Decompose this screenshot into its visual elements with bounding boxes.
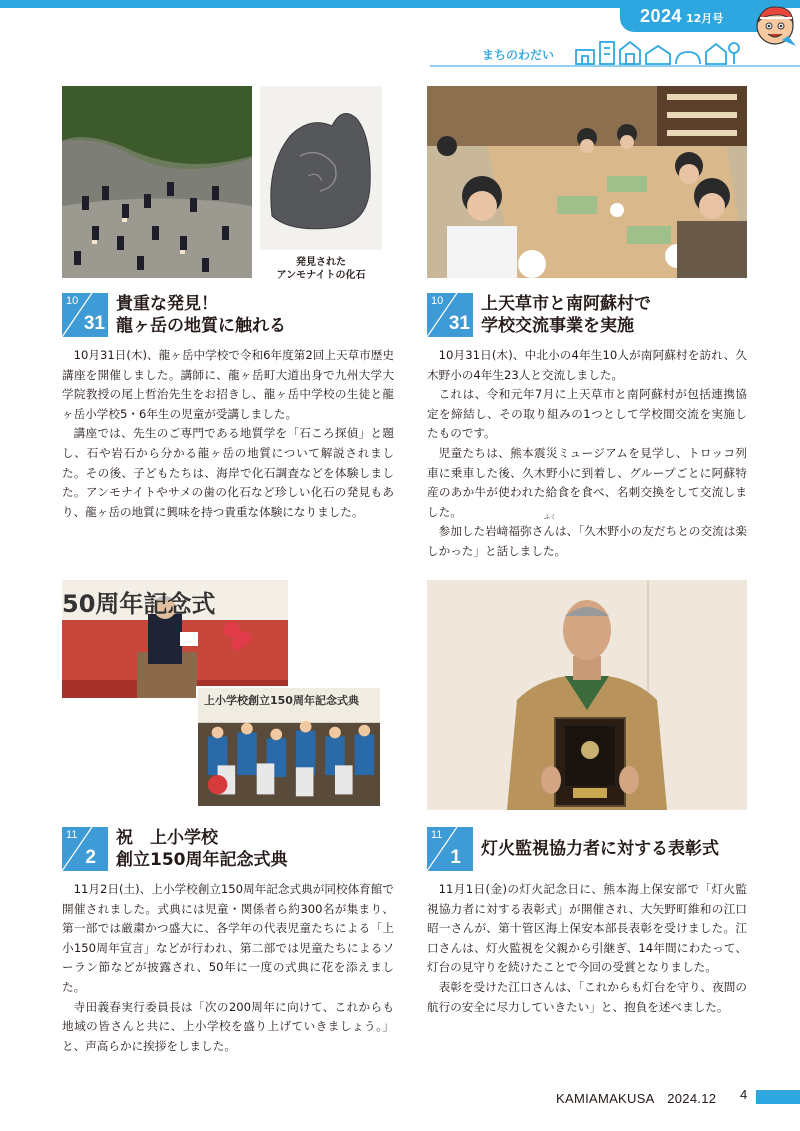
footer-publication: KAMIAMAKUSA 2024.12 bbox=[556, 1091, 717, 1106]
mascot-icon bbox=[752, 2, 798, 48]
header-divider bbox=[430, 65, 800, 67]
photo-ceremony-students: 上小学校創立150周年記念式典 bbox=[196, 686, 382, 808]
photo-school-lunch bbox=[427, 86, 747, 278]
article-body: 11月2日(土)、上小学校創立150周年記念式典が同校体育館で開催されました。式典には児童・関係者ら約300名が集まり、第一部では厳粛かつ盛大に、各学年の代表児童たちによる「上小150周年宣言」などが行われ、第二部では児童たちによるソーラン節などが披露され、50年に一度の式典に花を添えました。 寺田義春実行委員長は「次の200周年に向けて、これからも地域の皆さんと共に、上小学校を盛り上げていきましょう。」と、声高らかに挨拶をしました。 bbox=[62, 882, 394, 1053]
photo-award-recipient bbox=[427, 580, 747, 810]
photo-fossil-survey bbox=[62, 86, 252, 278]
article-body: 10月31日(木)、中北小の4年生10人が南阿蘇村を訪れ、久木野小の4年生23人と交流しました。 これは、令和元年7月に上天草市と南阿蘇村が包括連携協定を締結し、その取り組みの1つとして学校間交流を実施したものです。 児童たちは、熊本震災ミュージアムを見学し、トロッコ列車に乗車した後、久木野小に到着し、グループごとに阿蘇特産のあか牛が使われた給食を食べ、名刺交換をして交流しました。 参加した岩﨑福弥さんは、「久木野小の友だちとの交流は楽しかった」と話しました。 bbox=[427, 348, 747, 558]
section-label: まちのわだい bbox=[482, 48, 555, 62]
date-badge: 11 1 bbox=[427, 827, 473, 871]
furigana: ふく bbox=[544, 514, 557, 521]
date-badge: 11 2 bbox=[62, 827, 108, 871]
photo-ammonite-fossil bbox=[260, 86, 382, 250]
article-title: 祝 上小学校 創立150周年記念式典 bbox=[116, 828, 288, 870]
article-title: 上天草市と南阿蘇村で 学校交流事業を実施 bbox=[481, 294, 651, 336]
fossil-caption: 発見された アンモナイトの化石 bbox=[276, 257, 366, 281]
article-body: 10月31日(木)、龍ヶ岳中学校で令和6年度第2回上天草市歴史講座を開催しました。講師に、龍ヶ岳町大道出身で九州大学大学院教授の尾上哲治先生をお招きし、龍ヶ岳中学校の生徒と龍ヶ岳小学校5・6年生の児童が受講しました。 講座では、先生のご専門である地質学を「石ころ探偵」と題し、石や岩石から分かる龍ヶ岳の地質について解説されました。その後、子どもたちは、海岸で化石調査などを体験しました。アンモナイトやサメの歯の化石など珍しい化石の発見もあり、龍ヶ岳の地質に興味を持つ貴重な体験になりました。 bbox=[62, 348, 394, 519]
date-badge: 10 31 bbox=[427, 293, 473, 337]
page-number: 4 bbox=[740, 1087, 748, 1102]
issue-year: 2024 bbox=[640, 6, 683, 26]
article-body: 11月1日(金)の灯火記念日に、熊本海上保安部で「灯火監視協力者に対する表彰式」が開催され、大矢野町維和の江口昭一さんが、第十管区海上保安本部長表彰を受けました。江口さんは、灯火監視を父親から引継ぎ、14年間にわたって、灯台の見守りを続けたことで今回の受賞となりました。 表彰を受けた江口さんは、「これからも灯台を守り、夜間の航行の安全に尽力していきたい」と、抱負を述べました。 bbox=[427, 882, 747, 1014]
footer-bar bbox=[756, 1090, 800, 1104]
article-title: 貴重な発見！ 龍ヶ岳の地質に触れる bbox=[116, 294, 286, 336]
article-title: 灯火監視協力者に対する表彰式 bbox=[481, 839, 719, 859]
date-badge: 10 31 bbox=[62, 293, 108, 337]
issue-month: 12月号 bbox=[686, 12, 724, 25]
photo-ceremony-speech: 50周年記念式 bbox=[62, 580, 288, 698]
town-houses-icon bbox=[574, 36, 742, 66]
